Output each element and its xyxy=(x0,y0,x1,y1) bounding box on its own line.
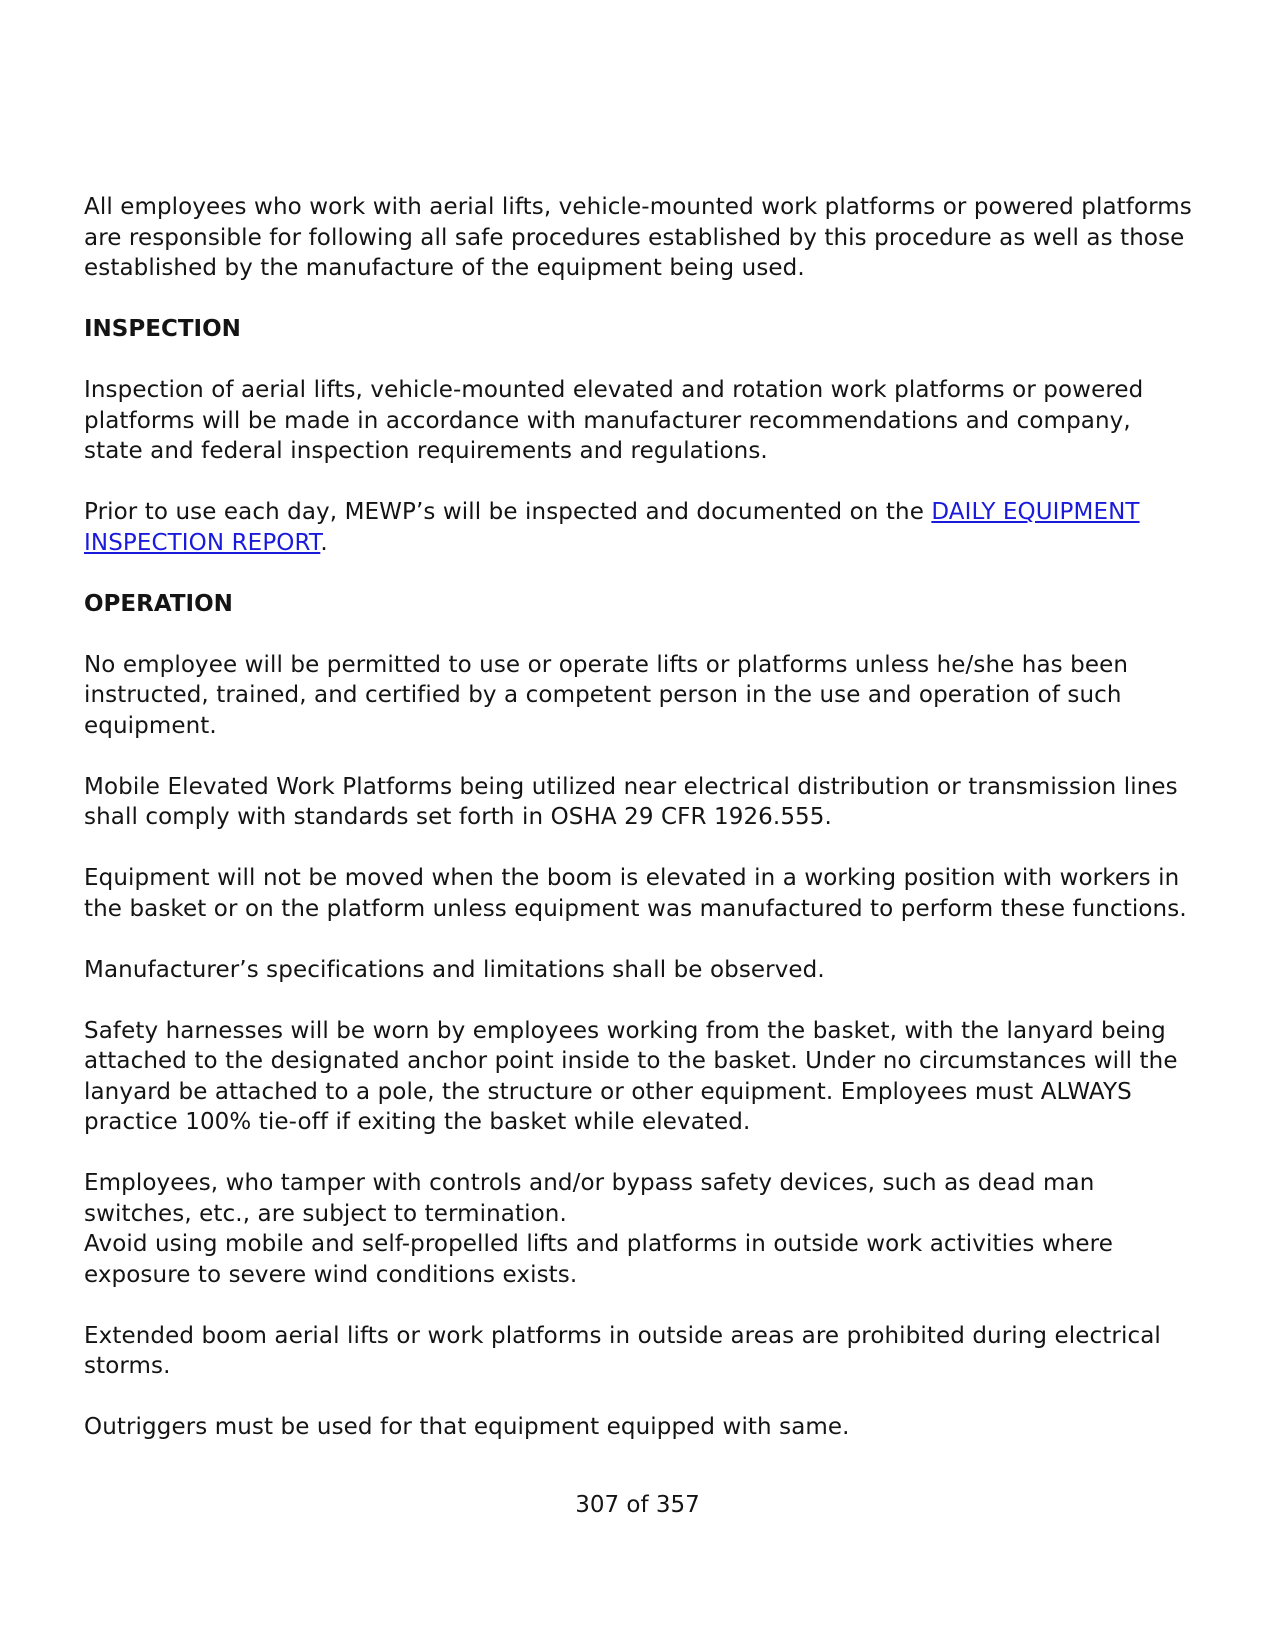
inspection-paragraph-1: Inspection of aerial lifts, vehicle-mounted elevated and rotation work platforms or powered platforms will be made in accordance with manufacturer recommendations and company, state and federal inspection requirements and regulations. xyxy=(84,377,1144,464)
inspection-paragraph-2-suffix: . xyxy=(320,529,328,556)
operation-paragraph-2: Mobile Elevated Work Platforms being utilized near electrical distribution or transmission lines shall comply with standards set forth in OSHA 29 CFR 1926.555. xyxy=(84,773,1178,830)
page-number: 307 of 357 xyxy=(575,1492,700,1518)
operation-paragraph-8: Extended boom aerial lifts or work platforms in outside areas are prohibited during electrical storms. xyxy=(84,1322,1161,1379)
operation-heading: OPERATION xyxy=(84,590,233,617)
operation-paragraph-3: Equipment will not be moved when the boom is elevated in a working position with workers in the basket or on the platform unless equipment was manufactured to perform these functions. xyxy=(84,865,1187,922)
operation-paragraph-9: Outriggers must be used for that equipment equipped with same. xyxy=(84,1414,850,1440)
intro-paragraph: All employees who work with aerial lifts, vehicle-mounted work platforms or powered platforms are responsible for following all safe procedures established by this procedure as well as those established by the manufacture of the equipment being used. xyxy=(84,194,1192,281)
inspection-paragraph-2 xyxy=(84,497,1194,558)
inspection-paragraph-2-prefix: Prior to use each day, MEWP’s will be inspected and documented on the xyxy=(84,499,932,525)
operation-paragraph-6: Employees, who tamper with controls and/or bypass safety devices, such as dead man switches, etc., are subject to termination. xyxy=(84,1170,1095,1227)
operation-paragraph-7: Avoid using mobile and self-propelled lifts and platforms in outside work activities where exposure to severe wind conditions exists. xyxy=(84,1231,1113,1288)
operation-paragraph-1: No employee will be permitted to use or operate lifts or platforms unless he/she has been instructed, trained, and certified by a competent person in the use and operation of such equipment. xyxy=(84,651,1129,739)
operation-paragraph-5: Safety harnesses will be worn by employees working from the basket, with the lanyard being attached to the designated anchor point inside to the basket. Under no circumstances will the lanyard be attached to a pole, the structure or other equipment. Employees must ALWAYS practice 100% tie-off if exiting the basket while elevated. xyxy=(84,1017,1178,1135)
document-body xyxy=(84,192,1194,1443)
inspection-heading: INSPECTION xyxy=(84,316,241,342)
daily-equipment-inspection-report-link[interactable]: DAILY EQUIPMENT INSPECTION REPORT xyxy=(84,499,1140,556)
operation-paragraph-4: Manufacturer’s specifications and limitations shall be observed. xyxy=(84,956,825,983)
